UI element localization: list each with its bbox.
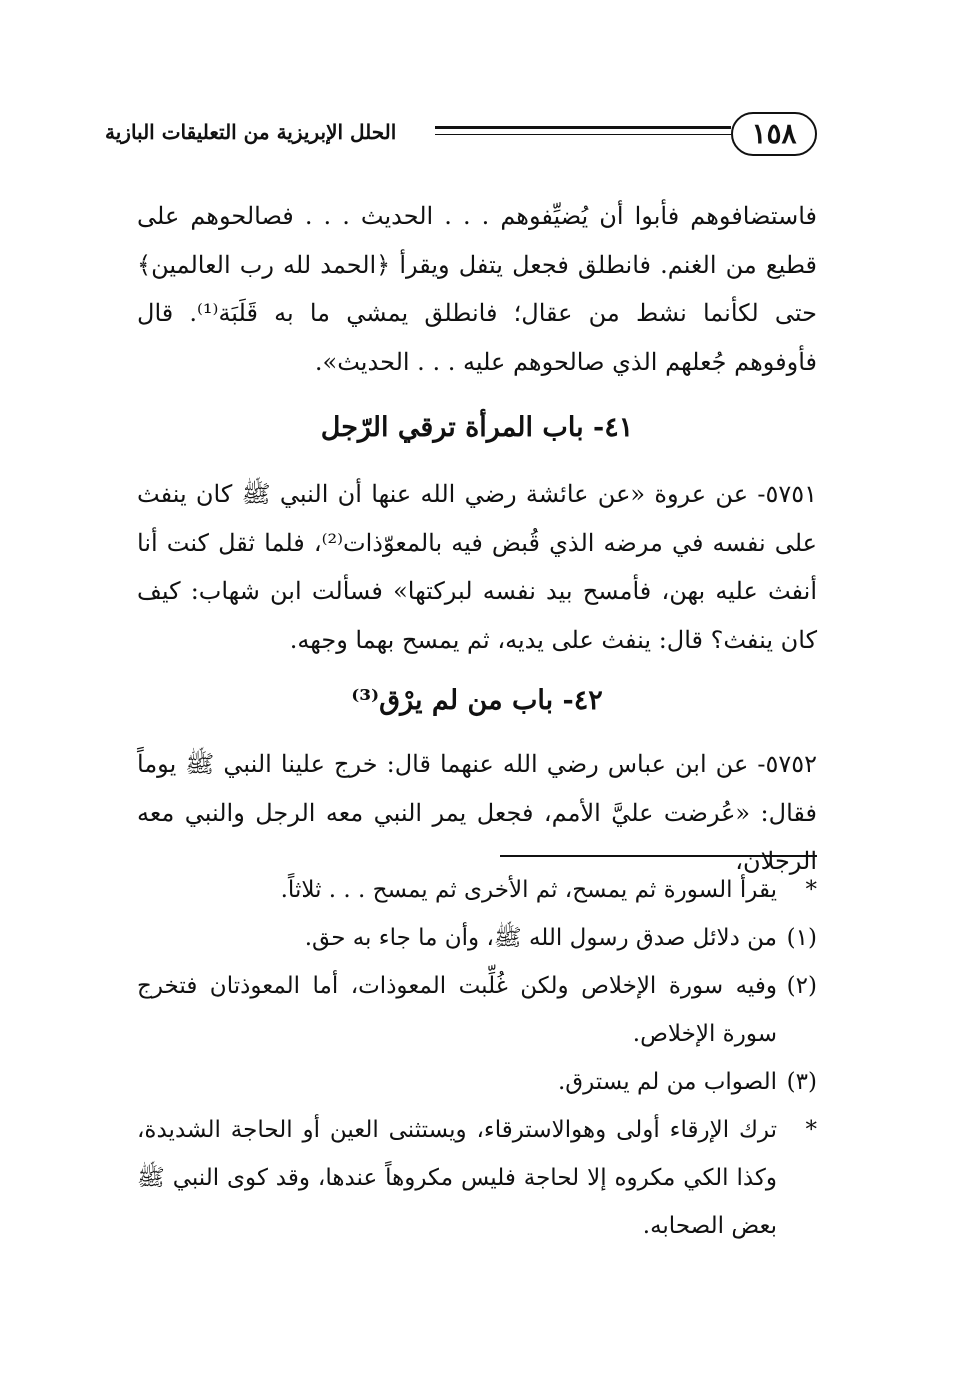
footnote-text: يقرأ السورة ثم يمسح، ثم الأخرى ثم يمسح . . . ثلاثاً. bbox=[280, 877, 777, 903]
footnote-marker: (١) bbox=[786, 925, 817, 951]
footnote-marker: * bbox=[805, 1117, 817, 1143]
section-heading-41: ٤١- باب المرأة ترقي الرّجل bbox=[320, 412, 634, 443]
header-rule bbox=[435, 124, 731, 142]
page-number: ١٥٨ bbox=[731, 112, 817, 156]
hadith-5751 bbox=[137, 470, 817, 664]
intro-text: فاستضافوهم فأبوا أن يُضيِّفوهم . . . الحديث . . . فصالحوهم على قطيع من الغنم. فانطلق فجعل يتفل ويقرأ ﴿الحمد لله رب العالمين﴾ حتى لكأنما نشط من عقال؛ فانطلق يمشي ما به قَلَبَة⁽¹⁾. قال فأوفوهم جُعلهم الذي صالحوهم عليه . . . الحديث». bbox=[137, 202, 817, 376]
footnote bbox=[137, 866, 817, 914]
hadith-5752 bbox=[137, 740, 817, 886]
book-title: الحلل الإبريزية من التعليقات البازية bbox=[105, 120, 397, 144]
footnote-marker: (٣) bbox=[786, 1069, 817, 1095]
hadith-5752-text: ٥٧٥٢- عن ابن عباس رضي الله عنهما قال: خرج علينا النبي ﷺ يوماً فقال: «عُرضت عليَّ الأمم، فجعل يمر النبي معه الرجل والنبي معه الرجلان، bbox=[137, 750, 817, 875]
footnote bbox=[137, 1058, 817, 1106]
footnote bbox=[137, 962, 817, 1058]
footnote-text: من دلائل صدق رسول الله ﷺ، وأن ما جاء به حق. bbox=[304, 925, 777, 951]
footnote-text: ترك الإرقاء أولى وهوالاسترقاء، ويستثنى العين أو الحاجة الشديدة، وكذا الكي مكروه إلا لحاجة فليس مكروهاً عندها، وقد كوى النبي ﷺ بعض الصحابه. bbox=[137, 1117, 777, 1239]
footnote-text: الصواب من لم يسترق. bbox=[557, 1069, 777, 1095]
footnote-marker: * bbox=[805, 877, 817, 903]
intro-paragraph bbox=[137, 192, 817, 386]
footnote bbox=[137, 914, 817, 962]
section-heading-42: ٤٢- باب من لم يرْق⁽³⁾ bbox=[351, 685, 603, 716]
hadith-5751-text: ٥٧٥١- عن عروة «عن عائشة رضي الله عنها أن النبي ﷺ كان ينفث على نفسه في مرضه الذي قُبض فيه بالمعوّذات⁽²⁾، فلما ثقل كنت أنا أنفث عليه بهن، فأمسح بيد نفسه لبركتها» فسألت ابن شهاب: كيف كان ينفث؟ قال: ينفث على يديه، ثم يمسح بهما وجهه. bbox=[137, 480, 817, 654]
footnote-separator bbox=[500, 855, 817, 857]
footnote-marker: (٢) bbox=[786, 973, 817, 999]
footnote bbox=[137, 1106, 817, 1250]
footnote-text: وفيه سورة الإخلاص ولكن غُلِّبت المعوذات، أما المعوذتان فتخرج سورة الإخلاص. bbox=[137, 973, 777, 1047]
page-header bbox=[105, 112, 817, 162]
footnotes bbox=[137, 866, 817, 1250]
